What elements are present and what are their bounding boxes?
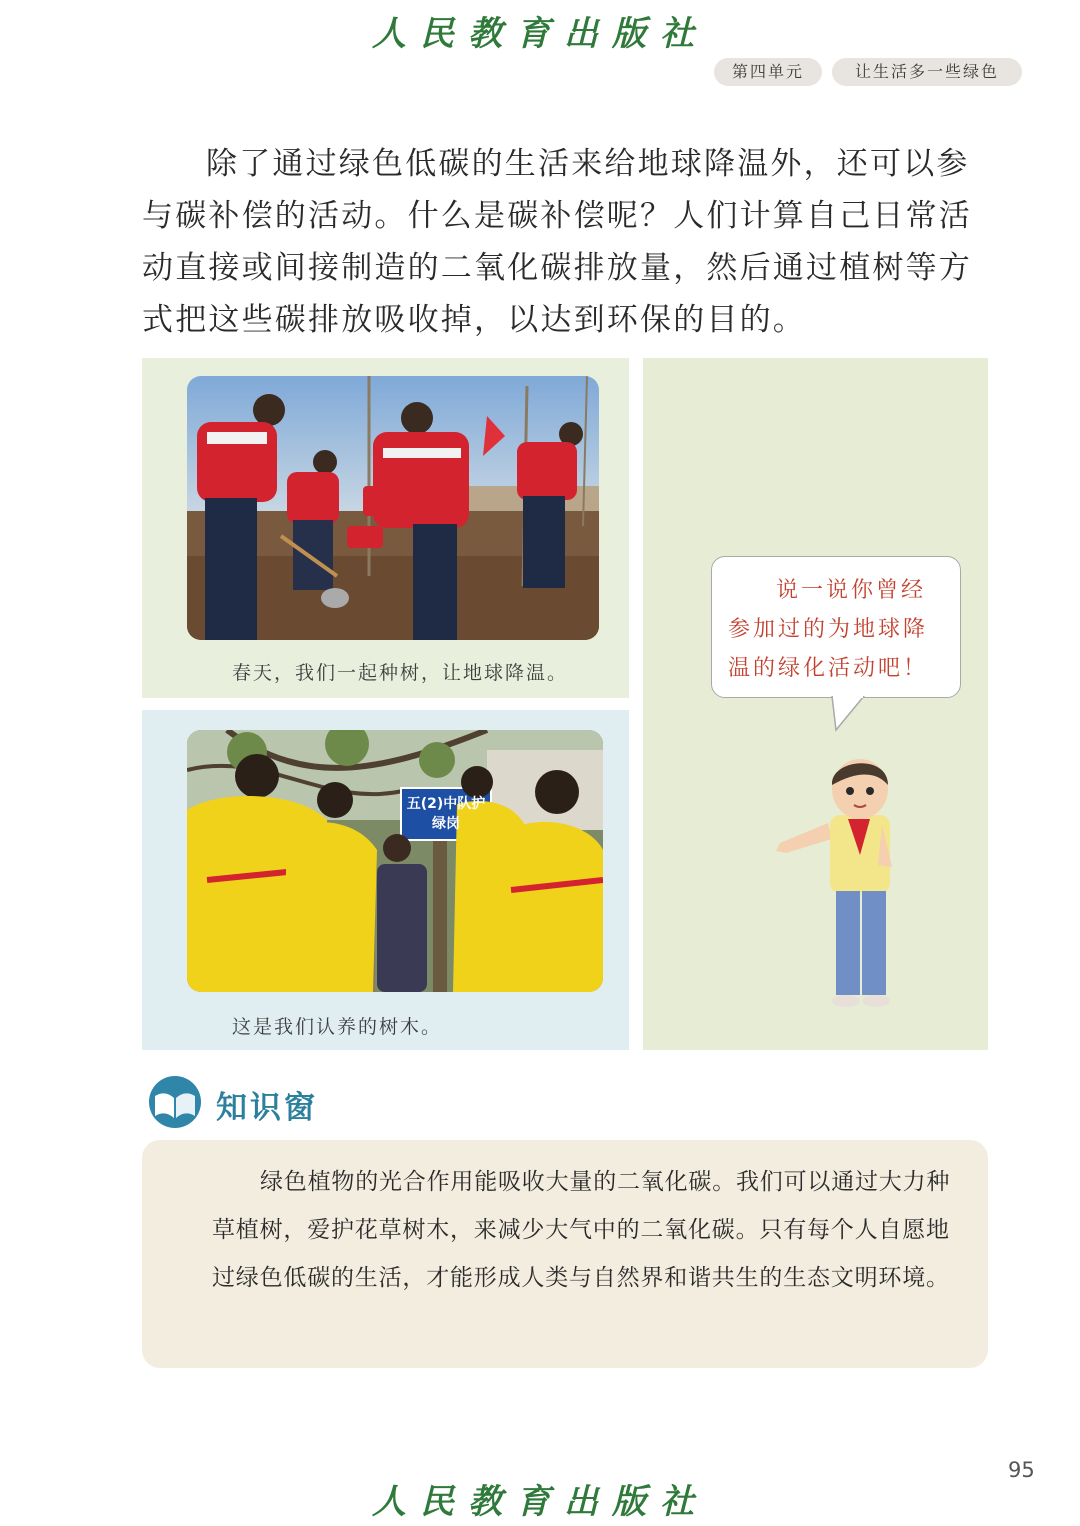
book-icon bbox=[147, 1076, 203, 1128]
main-paragraph: 除了通过绿色低碳的生活来给地球降温外，还可以参与碳补偿的活动。什么是碳补偿呢？人们计算自己日常活动直接或间接制造的二氧化碳排放量，然后通过植树等方式把这些碳排放吸收掉，以达到环保的目的。 bbox=[142, 146, 972, 338]
cartoon-boy-illustration bbox=[770, 755, 900, 1010]
unit-chip: 第四单元 bbox=[714, 58, 822, 86]
page-number: 95 bbox=[1008, 1458, 1035, 1482]
adopted-tree-caption: 这是我们认养的树木。 bbox=[232, 1016, 443, 1038]
tree-planting-photo bbox=[187, 376, 599, 640]
knowledge-window-title: 知识窗 bbox=[216, 1090, 318, 1126]
publisher-logo-top: 人民教育出版社 bbox=[372, 14, 708, 54]
publisher-logo-bottom: 人民教育出版社 bbox=[372, 1482, 708, 1522]
speech-bubble-tail bbox=[830, 696, 870, 736]
speech-bubble bbox=[711, 556, 961, 698]
adopted-tree-photo bbox=[187, 730, 603, 992]
planting-caption: 春天，我们一起种树，让地球降温。 bbox=[232, 662, 569, 684]
speech-bubble-text: 说一说你曾经参加过的为地球降温的绿化活动吧！ bbox=[728, 578, 929, 681]
topic-chip: 让生活多一些绿色 bbox=[832, 58, 1022, 86]
knowledge-window-text: 绿色植物的光合作用能吸收大量的二氧化碳。我们可以通过大力种草植树，爱护花草树木，来减少大气中的二氧化碳。只有每个人自愿地过绿色低碳的生活，才能形成人类与自然界和谐共生的生态文明环境。 bbox=[212, 1169, 951, 1291]
sign-label: 五(2)中队护绿岗 bbox=[406, 796, 486, 832]
